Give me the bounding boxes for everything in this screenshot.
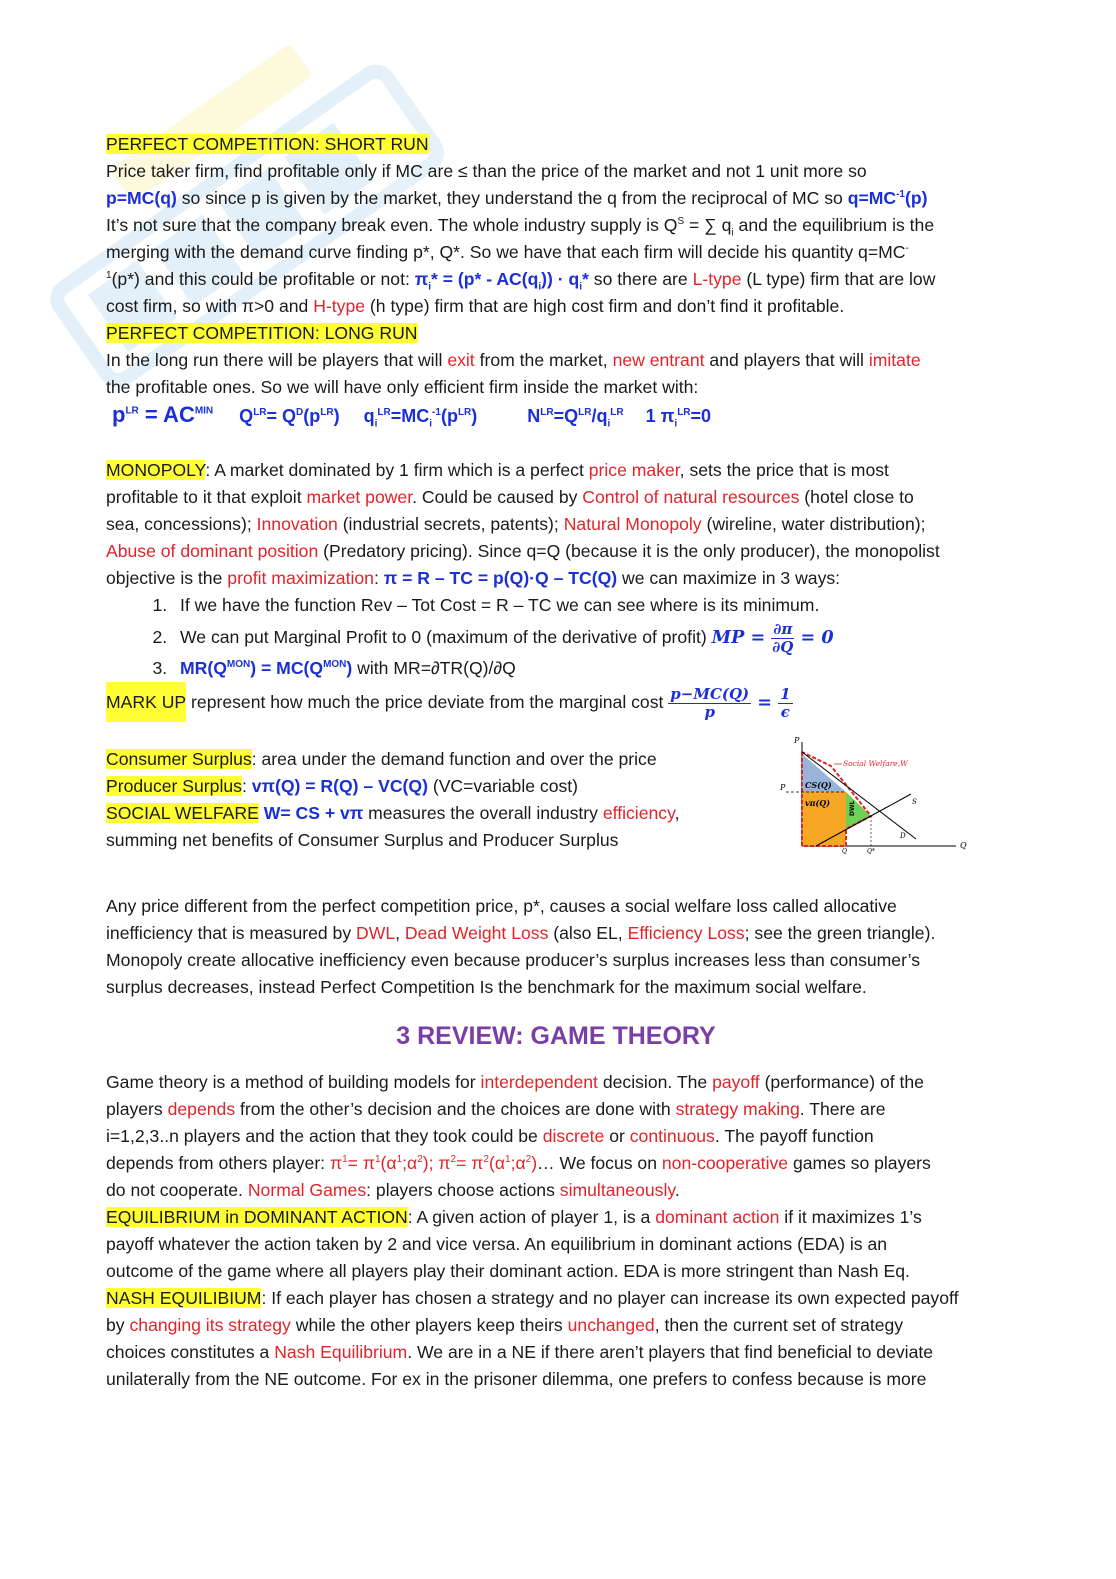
numerator: 1 xyxy=(780,684,791,703)
eda-line-3: outcome of the game where all players play their dominant action. EDA is more stringent than Nash Eq. xyxy=(106,1261,910,1281)
pc-short-run-line-3 xyxy=(106,212,1006,239)
game-theory-line-3 xyxy=(106,1123,1006,1150)
text: ) xyxy=(531,1153,538,1173)
term-l-type: L-type xyxy=(692,269,742,289)
term-market-power: market power xyxy=(306,487,413,507)
text: q xyxy=(363,406,375,426)
pc-long-run-heading-line xyxy=(106,320,1006,347)
nash-heading: NASH EQUILIBIUM xyxy=(106,1288,262,1308)
text: =Q xyxy=(553,406,579,426)
text: objective is the xyxy=(106,568,228,588)
monopoly-line-1 xyxy=(106,457,1006,484)
text: = π xyxy=(456,1153,484,1173)
text: N xyxy=(527,406,541,426)
text: = 0 xyxy=(794,627,834,648)
ne-line-1 xyxy=(106,1285,1006,1312)
game-theory-line-2 xyxy=(106,1096,1006,1123)
term-payoff: payoff xyxy=(712,1072,760,1092)
sup: LR xyxy=(677,407,691,418)
monopoly-heading: MONOPOLY xyxy=(106,460,206,480)
pc-long-run-heading: PERFECT COMPETITION: LONG RUN xyxy=(106,323,418,343)
term-new-entrant: new entrant xyxy=(612,350,705,370)
text: ) xyxy=(471,406,478,426)
text: , then the current set of strategy xyxy=(654,1315,904,1335)
social-welfare-line-2: summing net benefits of Consumer Surplus and Producer Surplus xyxy=(106,830,619,850)
axis-label-p: P xyxy=(794,736,800,745)
text: with MR=∂TR(Q)/∂Q xyxy=(352,658,516,678)
text: q=MC xyxy=(847,188,897,208)
monopoly-line-3 xyxy=(106,511,1006,538)
maximization-ways-list xyxy=(106,592,1006,682)
term-exit: exit xyxy=(447,350,475,370)
pc-short-run-line-1: Price taker firm, find profitable only if MC are ≤ than the price of the market and not 1 unit more so xyxy=(106,161,867,181)
text: from the market, xyxy=(474,350,613,370)
pc-short-run-line-5 xyxy=(106,266,1006,293)
text: : area under the demand function and over the price xyxy=(251,749,657,769)
text: players xyxy=(106,1099,168,1119)
term-non-cooperative: non-cooperative xyxy=(661,1153,789,1173)
term-discrete: discrete xyxy=(542,1126,605,1146)
spacer xyxy=(106,881,1006,893)
sup: -1 xyxy=(432,407,441,418)
allocative-line-2 xyxy=(106,920,1006,947)
document-page xyxy=(106,131,1006,1393)
text: = xyxy=(751,692,779,713)
text: ); π xyxy=(422,1153,451,1173)
sub: i xyxy=(428,281,432,293)
text: = Q xyxy=(266,406,297,426)
text: profitable to it that exploit xyxy=(106,487,307,507)
pc-long-run-line-1 xyxy=(106,347,1006,374)
text: (L type) firm that are low xyxy=(741,269,936,289)
sup: 1 xyxy=(374,1154,381,1166)
formula-qi-lr xyxy=(364,403,478,430)
sub: i xyxy=(579,281,583,293)
term-nash-equilibrium: Nash Equilibrium xyxy=(274,1342,408,1362)
text: . The payoff function xyxy=(714,1126,874,1146)
term-h-type: H-type xyxy=(313,296,366,316)
dwl-label: DWL xyxy=(849,800,856,816)
sup: LR xyxy=(253,407,267,418)
supply-label: S xyxy=(912,798,917,806)
text: so there are xyxy=(588,269,693,289)
text: It’s not sure that the company break even. The whole industry supply is Q xyxy=(106,215,678,235)
text: (p) xyxy=(905,188,928,208)
pc-short-run-heading: PERFECT COMPETITION: SHORT RUN xyxy=(106,134,429,154)
text: cost firm, so with π>0 and xyxy=(106,296,314,316)
text: do not cooperate. xyxy=(106,1180,248,1200)
denominator: ϵ xyxy=(780,702,790,721)
sup: 2 xyxy=(525,1154,532,1166)
text: (α xyxy=(488,1153,505,1173)
ne-line-4: unilaterally from the NE outcome. For ex in the prisoner dilemma, one prefers to confess because is more xyxy=(106,1369,927,1389)
term-dominant-action: dominant action xyxy=(655,1207,780,1227)
game-theory-title: 3 REVIEW: GAME THEORY xyxy=(396,1022,716,1050)
text: ) xyxy=(346,658,353,678)
monopoly-line-5 xyxy=(106,565,1006,592)
text: 1 π xyxy=(645,406,675,426)
text: In the long run there will be players that will xyxy=(106,350,448,370)
formula-q-mc-inverse xyxy=(848,188,928,208)
text: games so players xyxy=(788,1153,931,1173)
sup: LR xyxy=(540,407,554,418)
text: : If each player has chosen a strategy and no player can increase its own expected payoff xyxy=(261,1288,959,1308)
text: = AC xyxy=(138,402,195,427)
sup: 2 xyxy=(483,1154,489,1166)
text: and players that will xyxy=(704,350,869,370)
formula-social-welfare: W= CS + vπ xyxy=(258,803,364,823)
pc-long-run-line-2: the profitable ones. So we will have only efficient firm inside the market with: xyxy=(106,377,699,397)
term-imitate: imitate xyxy=(868,350,921,370)
text: i=1,2,3..n players and the action that they took could be xyxy=(106,1126,543,1146)
text: π xyxy=(329,1153,343,1173)
markup-line xyxy=(106,682,1006,722)
sup: LR xyxy=(125,405,139,417)
monopoly-line-4 xyxy=(106,538,1006,565)
formula-producer-surplus: vπ(Q) = R(Q) – VC(Q) xyxy=(251,776,428,796)
ne-line-3 xyxy=(106,1339,1006,1366)
text: (VC=variable cost) xyxy=(427,776,579,796)
text: * xyxy=(582,269,589,289)
text: . We are in a NE if there aren’t players that find beneficial to deviate xyxy=(407,1342,934,1362)
text: ) = MC(Q xyxy=(250,658,324,678)
sup: S xyxy=(677,216,685,228)
text: Q xyxy=(239,406,254,426)
q-label: Q xyxy=(842,848,847,854)
text: (industrial secrets, patents); xyxy=(337,514,564,534)
numerator: p−MC(Q) xyxy=(670,684,750,703)
term-natural-monopoly: Natural Monopoly xyxy=(563,514,702,534)
sup: D xyxy=(296,407,304,418)
eda-line-2: payoff whatever the action taken by 2 and vice versa. An equilibrium in dominant actions (EDA) is an xyxy=(106,1234,888,1254)
text: : players choose actions xyxy=(366,1180,560,1200)
text: : A given action of player 1, is a xyxy=(407,1207,656,1227)
pc-short-run-line-6 xyxy=(106,293,1006,320)
text: (p xyxy=(440,406,458,426)
sup: -1 xyxy=(896,189,905,201)
game-theory-line-4 xyxy=(106,1150,1006,1177)
term-profit-maximization: profit maximization xyxy=(227,568,374,588)
allocative-line-3: Monopoly create allocative inefficiency even because producer’s surplus increases less than consumer’s xyxy=(106,950,920,970)
sub: i xyxy=(607,418,611,430)
sub: i xyxy=(674,418,678,430)
text: decision. The xyxy=(597,1072,713,1092)
ne-line-2 xyxy=(106,1312,1006,1339)
fraction-dpi-dq xyxy=(771,621,794,656)
text: (also EL, xyxy=(548,923,628,943)
monopoly-line-2 xyxy=(106,484,1006,511)
text: We can put Marginal Profit to 0 (maximum of the derivative of profit) xyxy=(180,627,712,647)
sub: i xyxy=(731,227,734,239)
long-run-formulas xyxy=(106,401,1006,435)
text: choices constitutes a xyxy=(106,1342,275,1362)
term-efficiency-loss: Efficiency Loss xyxy=(627,923,745,943)
text: we can maximize in 3 ways: xyxy=(617,568,841,588)
price-label: P xyxy=(780,783,786,792)
text: , xyxy=(674,803,680,823)
text: (wireline, water distribution); xyxy=(701,514,926,534)
numerator: ∂π xyxy=(773,619,793,638)
game-theory-line-1 xyxy=(106,1069,1006,1096)
text: (hotel close to xyxy=(799,487,914,507)
q-star-label: Q* xyxy=(867,848,875,854)
sub: i xyxy=(429,418,433,430)
text: =MC xyxy=(390,406,430,426)
cs-label: CS(Q) xyxy=(805,780,832,790)
text: . Could be caused by xyxy=(412,487,583,507)
text: (performance) of the xyxy=(759,1072,924,1092)
text: (p xyxy=(303,406,321,426)
term-price-maker: price maker xyxy=(588,460,680,480)
term-depends: depends xyxy=(167,1099,236,1119)
axis-label-q: Q xyxy=(960,841,967,850)
term-control-natural-resources: Control of natural resources xyxy=(582,487,800,507)
text: … We focus on xyxy=(537,1153,662,1173)
eda-line-1 xyxy=(106,1204,1006,1231)
formula-monopoly-profit: π = R – TC = p(Q)·Q – TC(Q) xyxy=(383,568,618,588)
text: ; see the green triangle). xyxy=(744,923,936,943)
surplus-diagram xyxy=(776,734,976,854)
text: and the equilibrium is the xyxy=(733,215,935,235)
text: (α xyxy=(380,1153,397,1173)
text: = ∑ q xyxy=(684,215,732,235)
social-welfare-label: Social Welfare,W xyxy=(843,759,908,768)
text: (h type) firm that are high cost firm and don’t find it profitable. xyxy=(365,296,845,316)
text: ;α xyxy=(402,1153,418,1173)
pc-short-run-heading-line xyxy=(106,131,1006,158)
text: merging with the demand curve finding p*, Q*. So we have that each firm will decide his quantity q=MC xyxy=(106,242,906,262)
sup: MON xyxy=(226,659,251,671)
text: if it maximizes 1’s xyxy=(779,1207,922,1227)
text: ;α xyxy=(510,1153,526,1173)
term-dead-weight-loss: Dead Weight Loss xyxy=(404,923,549,943)
surplus-block xyxy=(106,736,1006,881)
allocative-line-4: surplus decreases, instead Perfect Competition Is the benchmark for the maximum social welfare. xyxy=(106,977,867,997)
text: from the other’s decision and the choices are done with xyxy=(235,1099,676,1119)
sup: LR xyxy=(578,407,592,418)
producer-surplus-heading: Producer Surplus xyxy=(106,776,242,796)
list-item xyxy=(172,619,1006,655)
text: * = (p* - AC(q xyxy=(431,269,539,289)
sup: 2 xyxy=(450,1154,457,1166)
text: , xyxy=(395,923,405,943)
formula-payoff-functions xyxy=(330,1153,537,1173)
term-unchanged: unchanged xyxy=(567,1315,655,1335)
sup: 1 xyxy=(396,1154,403,1166)
sup: LR xyxy=(457,407,472,418)
text: measures the overall industry xyxy=(363,803,603,823)
fraction-one-over-epsilon xyxy=(778,686,792,721)
fraction-markup xyxy=(668,686,751,721)
eda-heading: EQUILIBRIUM in DOMINANT ACTION xyxy=(106,1207,408,1227)
sup: 1 xyxy=(106,270,112,282)
demand-label: D xyxy=(900,832,906,840)
list-item xyxy=(172,655,1006,682)
formula-profit-lr xyxy=(646,403,711,430)
pc-short-run-line-2 xyxy=(106,185,1006,212)
term-strategy-making: strategy making xyxy=(675,1099,800,1119)
formula-mr-mc xyxy=(180,658,352,678)
text: sea, concessions); xyxy=(106,514,257,534)
sup: - xyxy=(905,243,909,255)
game-theory-line-5 xyxy=(106,1177,1006,1204)
term-abuse-dominant-position: Abuse of dominant position xyxy=(106,541,319,561)
text: : A market dominated by 1 firm which is a perfect xyxy=(205,460,589,480)
text: = xyxy=(744,627,772,648)
formula-profit-firm xyxy=(414,269,589,293)
text: . xyxy=(674,1180,680,1200)
sup: LR xyxy=(610,407,624,418)
term-efficiency: efficiency xyxy=(602,803,675,823)
spacer xyxy=(106,435,1006,457)
term-interdependent: interdependent xyxy=(480,1072,598,1092)
sup: 2 xyxy=(417,1154,423,1166)
term-dwl: DWL xyxy=(356,923,396,943)
text: . There are xyxy=(799,1099,886,1119)
formula-mp: MP xyxy=(711,627,745,648)
consumer-surplus-heading: Consumer Surplus xyxy=(106,749,252,769)
text: )) · q xyxy=(541,269,580,289)
text: ) xyxy=(333,406,340,426)
term-changing-strategy: changing its strategy xyxy=(129,1315,291,1335)
formula-p-lr xyxy=(112,401,213,428)
list-item: 1. If we have the function Rev – Tot Cost = R – TC we can see where is its minimum. xyxy=(172,592,1006,619)
text: MR(Q xyxy=(180,658,227,678)
text: while the other players keep theirs xyxy=(290,1315,568,1335)
text: (p*) and this could be profitable or not: xyxy=(111,269,415,289)
formula-n-lr xyxy=(527,403,623,430)
text: so since p is given by the market, they understand the q from the reciprocal of MC so xyxy=(176,188,848,208)
text: , sets the price that is most xyxy=(679,460,889,480)
text: by xyxy=(106,1315,130,1335)
sup: MON xyxy=(323,659,347,671)
sup: LR xyxy=(320,407,334,418)
term-innovation: Innovation xyxy=(256,514,338,534)
markup-heading: MARK UP xyxy=(106,682,186,722)
term-continuous: continuous xyxy=(629,1126,715,1146)
text: =0 xyxy=(690,406,712,426)
sub: i xyxy=(538,281,542,293)
social-welfare-heading: SOCIAL WELFARE xyxy=(106,803,259,823)
text: inefficiency that is measured by xyxy=(106,923,357,943)
sup: 1 xyxy=(505,1154,511,1166)
sub: i xyxy=(374,418,378,430)
denominator: ∂Q xyxy=(772,637,794,656)
denominator: p xyxy=(704,702,715,721)
text: (Predatory pricing). Since q=Q (because it is the only producer), the monopolist xyxy=(318,541,940,561)
text: or xyxy=(604,1126,630,1146)
term-normal-games: Normal Games xyxy=(247,1180,367,1200)
text: : xyxy=(373,568,384,588)
text: = π xyxy=(347,1153,375,1173)
text: : xyxy=(241,776,252,796)
formula-q-lr xyxy=(239,403,339,430)
text: Game theory is a method of building models for xyxy=(106,1072,481,1092)
text: represent how much the price deviate from the marginal cost xyxy=(186,692,669,712)
text: /q xyxy=(591,406,608,426)
vpi-label: vπ(Q) xyxy=(805,798,831,808)
sup: 1 xyxy=(342,1154,348,1166)
formula-p-mc: p=MC(q) xyxy=(106,188,177,208)
sup: MIN xyxy=(194,405,214,417)
term-simultaneously: simultaneously xyxy=(559,1180,675,1200)
sup: LR xyxy=(377,407,391,418)
text: π xyxy=(414,269,429,289)
text: depends from others player: xyxy=(106,1153,330,1173)
allocative-line-1: Any price different from the perfect competition price, p*, causes a social welfare loss called allocative xyxy=(106,896,897,916)
pc-short-run-line-4 xyxy=(106,239,1006,266)
text: p xyxy=(112,402,126,427)
